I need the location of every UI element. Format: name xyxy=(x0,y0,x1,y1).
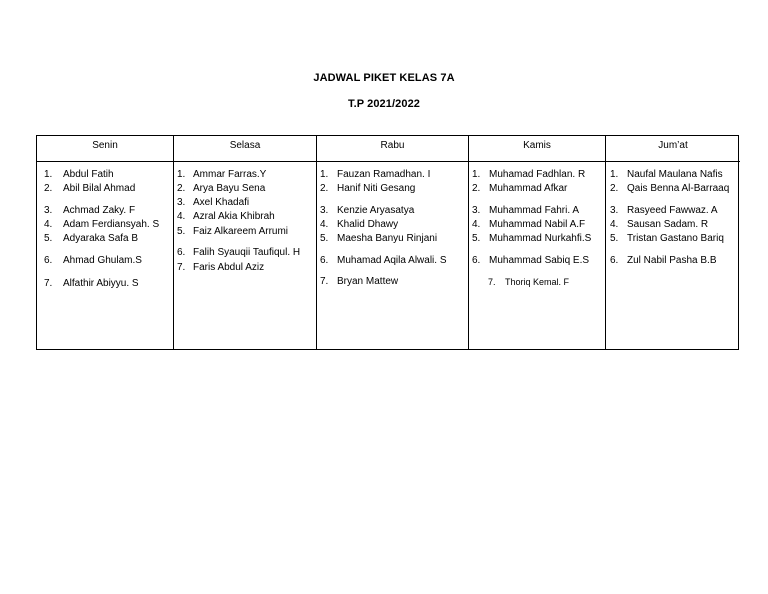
student-name: Zul Nabil Pasha B.B xyxy=(627,255,717,266)
column-kamis xyxy=(469,136,606,349)
student-name: Tristan Gastano Bariq xyxy=(627,233,724,244)
item-number: 7. xyxy=(44,278,53,289)
student-name: Axel Khadafi xyxy=(193,197,250,208)
item-number: 5. xyxy=(44,233,53,244)
student-name: Adyaraka Safa B xyxy=(63,233,139,244)
item-number: 5. xyxy=(610,233,619,244)
column-header-selasa: Selasa xyxy=(174,136,316,162)
item-number: 4. xyxy=(44,219,53,230)
item-number: 6. xyxy=(472,255,481,266)
item-number: 3. xyxy=(44,205,53,216)
item-number: 7. xyxy=(320,276,329,287)
student-name: Arya Bayu Sena xyxy=(193,183,266,194)
student-name: Hanif Niti Gesang xyxy=(337,183,416,194)
item-number: 4. xyxy=(610,219,619,230)
column-selasa xyxy=(174,136,317,349)
student-name: Ahmad Ghulam.S xyxy=(63,255,142,266)
student-name: Achmad Zaky. F xyxy=(63,205,136,216)
item-number: 3. xyxy=(320,205,329,216)
item-number: 7. xyxy=(488,277,496,287)
student-name: Ammar Farras.Y xyxy=(193,169,267,180)
student-name: Muhammad Sabiq E.S xyxy=(489,255,590,266)
item-number: 2. xyxy=(177,183,186,194)
column-rabu xyxy=(317,136,469,349)
student-name: Muhamad Fadhlan. R xyxy=(489,169,586,180)
student-name: Adam Ferdiansyah. S xyxy=(63,219,160,230)
student-name: Abdul Fatih xyxy=(63,169,114,180)
item-number: 6. xyxy=(44,255,53,266)
item-number: 2. xyxy=(610,183,619,194)
column-header-senin: Senin xyxy=(37,136,173,162)
item-number: 2. xyxy=(472,183,481,194)
student-name: Maesha Banyu Rinjani xyxy=(337,233,438,244)
student-name: Bryan Mattew xyxy=(337,276,399,287)
item-number: 5. xyxy=(472,233,481,244)
student-name: Azral Akia Khibrah xyxy=(193,211,275,222)
student-name: Qais Benna Al-Barraaq xyxy=(627,183,730,194)
student-name: Faris Abdul Aziz xyxy=(193,262,265,273)
item-number: 3. xyxy=(177,197,186,208)
student-name: Muhammad Afkar xyxy=(489,183,568,194)
student-name: Falih Syauqii Taufiqul. H xyxy=(193,247,301,258)
item-number: 4. xyxy=(177,211,186,222)
student-name: Rasyeed Fawwaz. A xyxy=(627,205,718,216)
student-name: Kenzie Aryasatya xyxy=(337,205,415,216)
item-number: 5. xyxy=(177,226,186,237)
item-number: 3. xyxy=(610,205,619,216)
item-number: 2. xyxy=(320,183,329,194)
student-name: Sausan Sadam. R xyxy=(627,219,709,230)
document-subtitle: T.P 2021/2022 xyxy=(347,98,421,110)
item-number: 2. xyxy=(44,183,53,194)
student-name: Faiz Alkareem Arrumi xyxy=(193,226,289,237)
item-number: 5. xyxy=(320,233,329,244)
column-jumat xyxy=(606,136,740,349)
student-name: Muhammad Fahri. A xyxy=(489,205,580,216)
student-name: Alfathir Abiyyu. S xyxy=(63,278,139,289)
column-senin xyxy=(37,136,174,349)
document-title: JADWAL PIKET KELAS 7A xyxy=(313,72,455,84)
item-number: 1. xyxy=(320,169,329,180)
student-name: Muhamad Aqila Alwali. S xyxy=(337,255,447,266)
column-header-kamis: Kamis xyxy=(469,136,605,162)
item-number: 1. xyxy=(44,169,53,180)
student-name: Khalid Dhawy xyxy=(337,219,399,230)
item-number: 4. xyxy=(472,219,481,230)
item-number: 1. xyxy=(610,169,619,180)
student-name: Fauzan Ramadhan. I xyxy=(337,169,431,180)
student-name: Muhammad Nurkahfi.S xyxy=(489,233,592,244)
item-number: 6. xyxy=(610,255,619,266)
column-header-rabu: Rabu xyxy=(317,136,468,162)
column-header-jumat: Jum’at xyxy=(606,136,740,162)
item-number: 6. xyxy=(177,247,186,258)
student-name: Naufal Maulana Nafis xyxy=(627,169,723,180)
item-number: 1. xyxy=(472,169,481,180)
student-name: Abil Bilal Ahmad xyxy=(63,183,136,194)
item-number: 4. xyxy=(320,219,329,230)
item-number: 1. xyxy=(177,169,186,180)
item-number: 3. xyxy=(472,205,481,216)
duty-schedule-table xyxy=(36,135,739,350)
item-number: 7. xyxy=(177,262,186,273)
student-name: Muhammad Nabil A.F xyxy=(489,219,586,230)
item-number: 6. xyxy=(320,255,329,266)
student-name: Thoriq Kemal. F xyxy=(505,277,570,287)
